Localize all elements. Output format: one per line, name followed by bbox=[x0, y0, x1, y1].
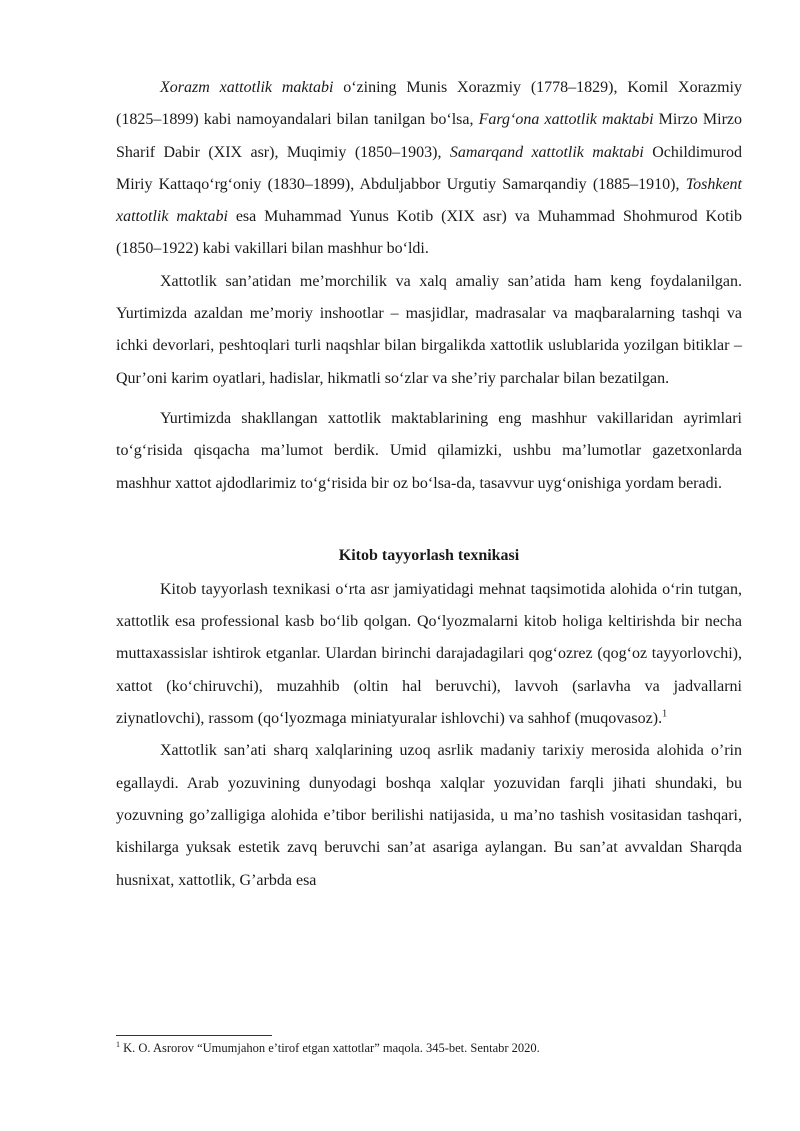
text-segment: Kitob tayyorlash texnikasi o‘rta asr jamiyatidagi mehnat taqsimotida alohida o‘rin tutgan, xattotlik esa professional kasb bo‘lib qolgan. Qo‘lyozmalarni kitob holiga keltirishda bir necha muttaxassislar ishtirok etganlar. Ulardan birinchi darajadagilari qog‘ozrez (qog‘oz tayyorlovchi), xattot (ko‘chiruvchi), muzahhib (oltin hal beruvchi), lavvoh (sarlavha va jadvallarni ziynatlovchi), rassom (qo‘lyozmaga miniatyuralar ishlovchi) va sahhof (muqovasoz). bbox=[116, 580, 742, 728]
school-name-fergana: Farg‘ona xattotlik maktabi bbox=[478, 111, 654, 129]
paragraph-architecture: Xattotlik san’atidan me’morchilik va xalq amaliy san’atida ham keng foydalanilgan. Yurtimizda azaldan me’moriy inshootlar – masjidlar, madrasalar va maqbaralarning tashqi va ichki devorlari, peshtoqlari turli naqshlar bilan birgalikda xattotlik uslublarida yozilgan bitiklar – Qur’oni karim oyatlari, hadislar, hikmatli so‘zlar va she’riy parchalar bilan bezatilgan. bbox=[116, 272, 742, 387]
paragraph-calligraphy-art: Xattotlik san’ati sharq xalqlarining uzoq asrlik madaniy tarixiy merosida alohida o’rin egallaydi. Arab yozuvining dunyodagi boshqa xalqlar yozuvidan farqli jihati shundaki, bu yozuvning go’zalligiga alohida e’tibor berilishi natijasida, u ma’no tashish vositasidan tashqari, kishilarga yuksak estetik zavq beruvchi san’at asariga aylangan. Bu san’at avvaldan Sharqda husnixat, xattotlik, G’arbda esa bbox=[116, 742, 742, 889]
school-name-khorezm: Xorazm xattotlik maktabi bbox=[160, 79, 334, 96]
text-segment: o‘zining Munis Xorazmiy (1778–1829), Komil Xorazmiy (1825–1899) kabi namoyandalari bilan tanilgan bo‘lsa, bbox=[116, 79, 742, 129]
text-segment: Ochildimurod Miriy Kattaqo‘rg‘oniy (1830–1899), Abduljabbor Urgutiy Samarqandiy (1885–1910), bbox=[116, 143, 743, 193]
footnote-text: K. O. Asrorov “Umumjahon e’tirof etgan xattotlar” maqola. 345-bet. Sentabr 2020. bbox=[120, 1041, 540, 1055]
footnote-separator bbox=[116, 1035, 272, 1036]
text-segment: Mirzo Mirzo Sharif Dabir (XIX asr), Muqimiy (1850–1903), bbox=[116, 111, 742, 161]
paragraph-conclusion: Yurtimizda shakllangan xattotlik maktablarining eng mashhur vakillaridan ayrimlari to‘g‘risida qisqacha ma’lumot berdik. Umid qilamizki, ushbu ma’lumotlar gazetxonlarda mashhur xattot ajdodlarimiz to‘g‘risida bir oz bo‘lsa-da, tasavvur uyg‘onishiga yordam beradi. bbox=[116, 409, 742, 492]
paragraph-calligraphy-schools bbox=[116, 72, 742, 266]
section-heading: Kitob tayyorlash texnikasi bbox=[338, 546, 520, 564]
footnote bbox=[116, 1040, 742, 1056]
document-page bbox=[116, 72, 742, 897]
footnote-reference[interactable]: 1 bbox=[662, 708, 668, 720]
text-segment: esa Muhammad Yunus Kotib (XIX asr) va Muhammad Shohmurod Kotib (1850–1922) kabi vakillari bilan mashhur bo‘ldi. bbox=[116, 208, 742, 258]
paragraph-book-making bbox=[116, 574, 742, 735]
footnote-marker: 1 bbox=[116, 1039, 120, 1049]
school-name-samarkand: Samarqand xattotlik maktabi bbox=[449, 143, 644, 161]
school-name-tashkent: Toshkent xattotlik maktabi bbox=[116, 175, 742, 226]
